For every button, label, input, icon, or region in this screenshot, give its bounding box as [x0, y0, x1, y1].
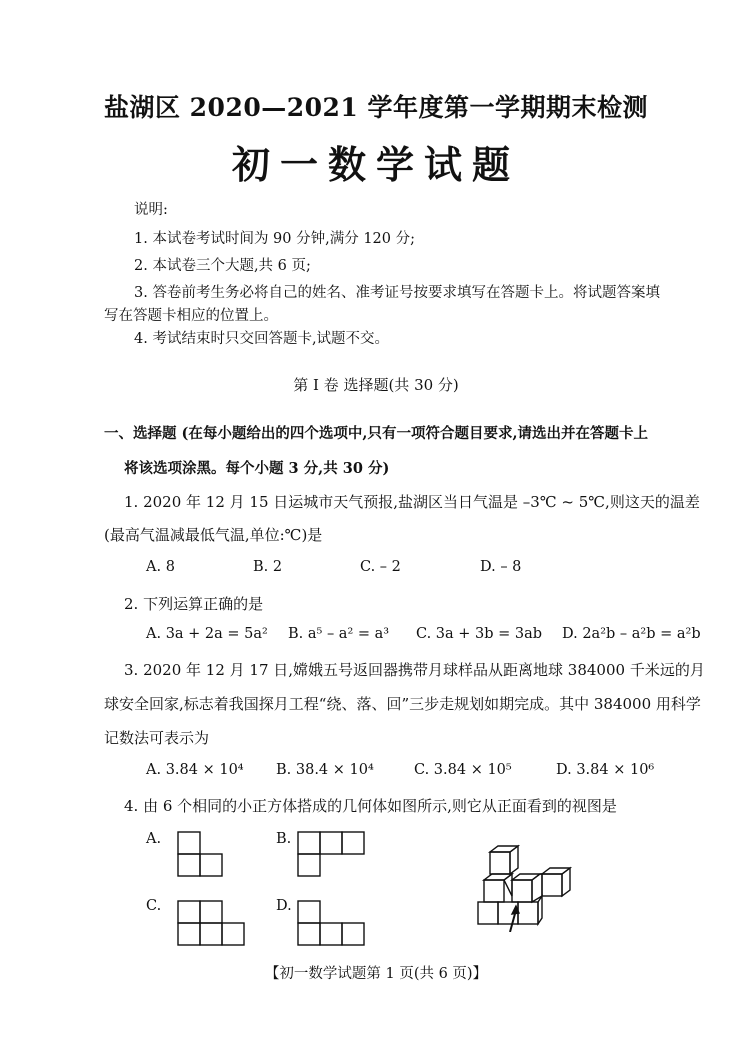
option-b: B.: [276, 831, 292, 847]
instructions-heading: 说明:: [134, 202, 168, 218]
question-text: 4. 由 6 个相同的小正方体搭成的几何体如图所示,则它从正面看到的视图是: [124, 797, 617, 815]
option-c: C. 3a + 3b = 3ab: [416, 626, 543, 642]
option-d: D. – 8: [480, 559, 522, 575]
page-footer: 【初一数学试题第 1 页(共 6 页)】: [264, 966, 488, 982]
exam-subtitle: 初一数学试题: [231, 142, 520, 187]
option-a: A. 3.84 × 10⁴: [146, 762, 244, 778]
option-a: A. 8: [146, 559, 175, 575]
instruction-item: 2. 本试卷三个大题,共 6 页;: [134, 258, 311, 274]
option-b: B. 2: [253, 559, 283, 575]
view-option-c-figure: [176, 898, 248, 950]
option-d: D.: [276, 898, 292, 914]
option-a: A. 3a + 2a = 5a²: [146, 626, 268, 642]
option-d: D. 3.84 × 10⁶: [556, 762, 655, 778]
question-text: 2. 下列运算正确的是: [124, 595, 264, 613]
question-text: 3. 2020 年 12 月 17 日,嫦娥五号返回器携带月球样品从距离地球 384000 千米远的月: [124, 661, 705, 679]
question-text: 1. 2020 年 12 月 15 日运城市天气预报,盐湖区当日气温是 –3℃ ~ 5℃,则这天的温差: [124, 493, 700, 511]
option-a: A.: [146, 831, 162, 847]
instruction-item: 3. 答卷前考生务必将自己的姓名、准考证号按要求填写在答题卡上。将试题答案填: [134, 285, 660, 301]
cube-structure-figure: [470, 840, 580, 932]
view-option-a-figure: [176, 830, 226, 880]
option-b: B. a⁵ – a² = a³: [288, 626, 390, 642]
option-c: C. 3.84 × 10⁵: [414, 762, 512, 778]
part-heading: 将该选项涂黑。每个小题 3 分,共 30 分): [124, 460, 390, 477]
option-c: C.: [146, 898, 162, 914]
view-option-b-figure: [296, 830, 368, 880]
option-d: D. 2a²b – a²b = a²b: [562, 626, 701, 642]
exam-title: 盐湖区 2020—2021 学年度第一学期期末检测: [103, 93, 649, 122]
option-c: C. – 2: [360, 559, 401, 575]
option-b: B. 38.4 × 10⁴: [276, 762, 374, 778]
part-heading: 一、选择题 (在每小题给出的四个选项中,只有一项符合题目要求,请选出并在答题卡上: [104, 425, 649, 442]
instruction-item: 4. 考试结束时只交回答题卡,试题不交。: [134, 331, 390, 347]
question-text: (最高气温减最低气温,单位:℃)是: [104, 526, 323, 544]
instruction-item: 写在答题卡相应的位置上。: [104, 308, 278, 324]
section-title: 第 I 卷 选择题(共 30 分): [293, 376, 459, 394]
question-text: 球安全回家,标志着我国探月工程“绕、落、回”三步走规划如期完成。其中 384000 用科学: [104, 695, 701, 713]
instruction-item: 1. 本试卷考试时间为 90 分钟,满分 120 分;: [134, 231, 416, 247]
question-text: 记数法可表示为: [104, 729, 210, 747]
view-option-d-figure: [296, 898, 368, 950]
